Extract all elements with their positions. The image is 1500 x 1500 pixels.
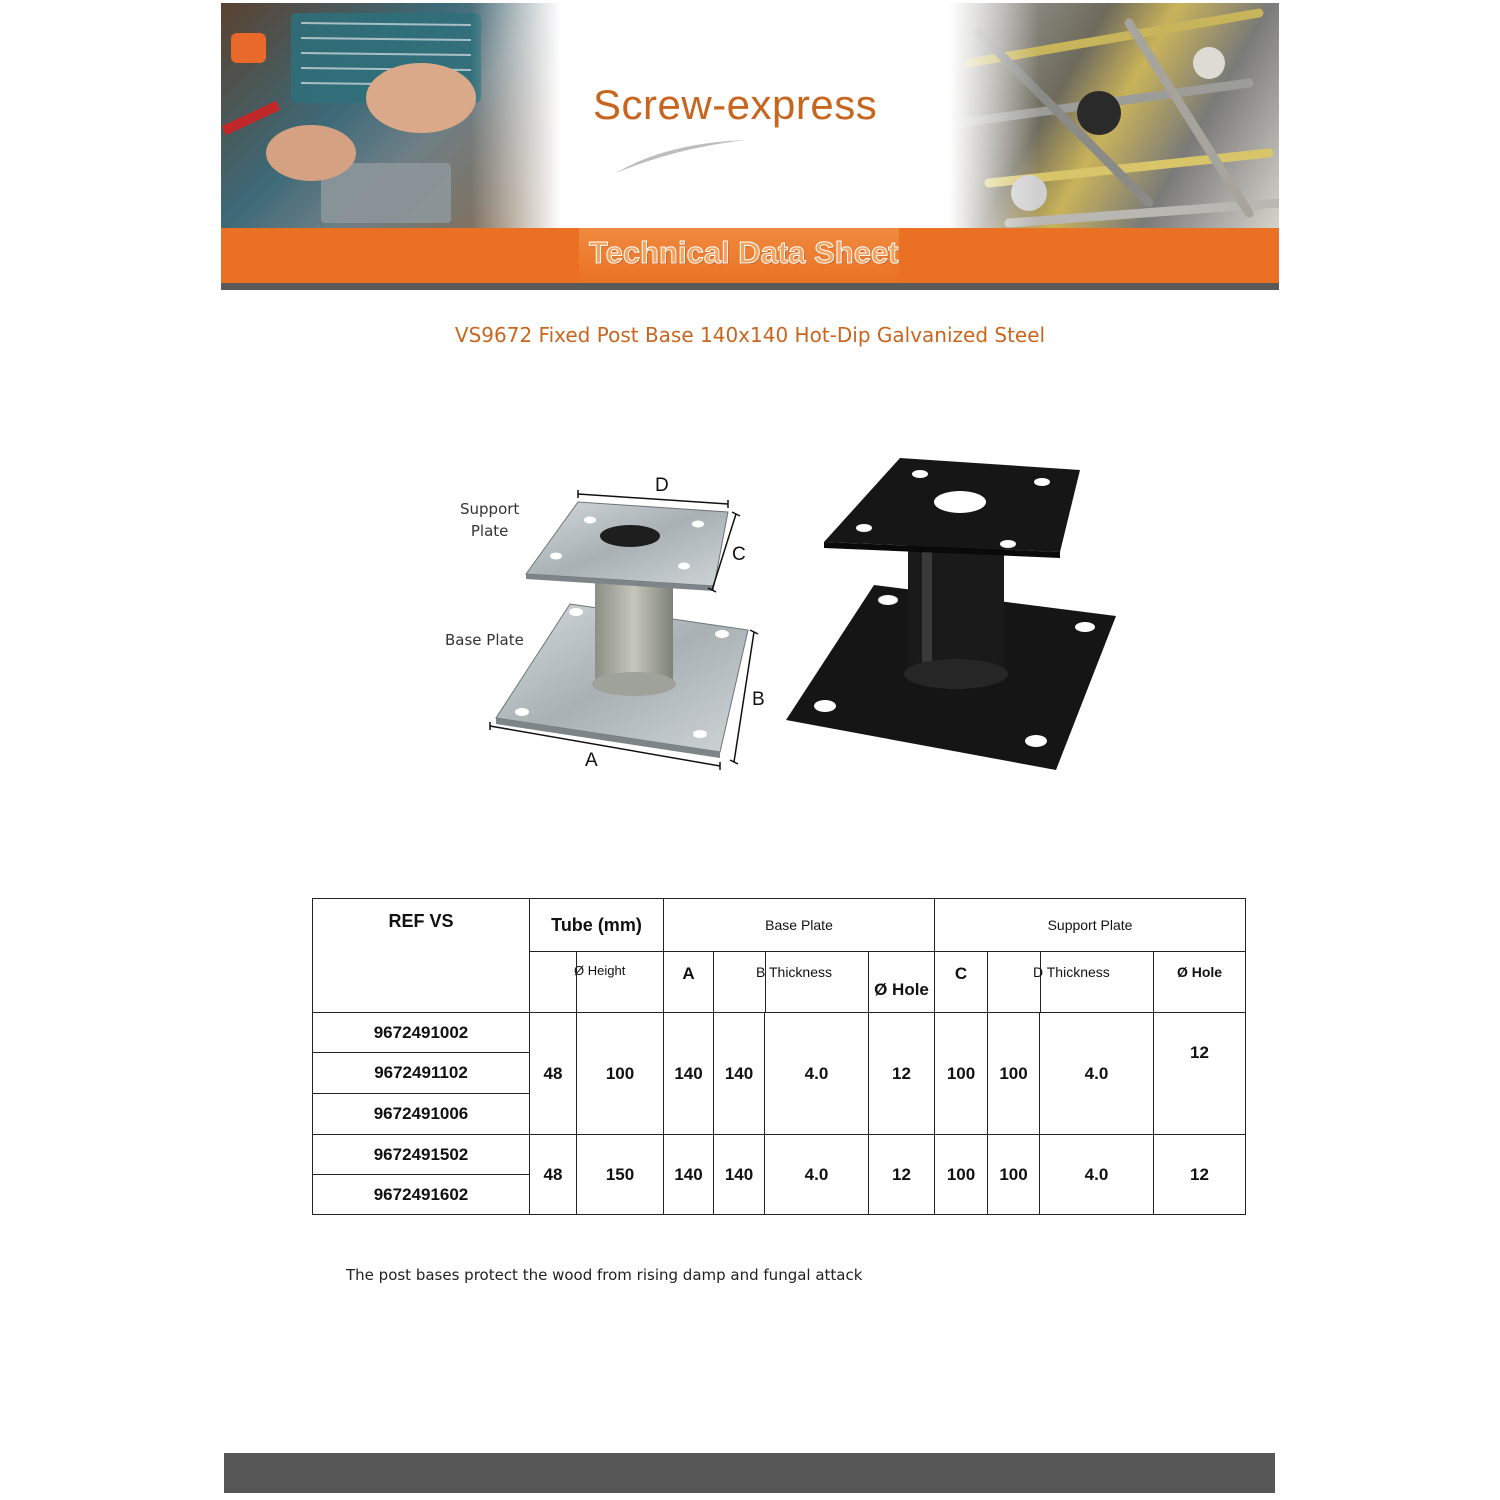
support-hole-cell: 12 <box>1154 1135 1246 1215</box>
header-support-plate: Support Plate <box>935 899 1246 952</box>
tube-dia-cell: 48 <box>530 1135 577 1215</box>
header-base-plate: Base Plate <box>664 899 935 952</box>
brand-swoosh <box>616 138 756 178</box>
a-cell: 140 <box>664 1013 714 1135</box>
support-thickness-cell: 4.0 <box>1040 1135 1154 1215</box>
tube-dia-cell: 48 <box>530 1013 577 1135</box>
table-row <box>313 1135 1246 1175</box>
workshop-photo <box>221 3 561 228</box>
black-post-base <box>786 458 1116 770</box>
base-hole-cell: 12 <box>869 1135 935 1215</box>
height-cell: 100 <box>577 1013 664 1135</box>
subheader-a: A <box>664 952 714 1013</box>
dim-label-b: B <box>752 689 765 710</box>
header-tube: Tube (mm) <box>530 899 664 952</box>
subheader-support-hole: Ø Hole <box>1154 952 1246 1013</box>
base-thickness-cell: 4.0 <box>765 1135 869 1215</box>
header-divider <box>221 283 1279 290</box>
ref-cell: 9672491002 <box>313 1013 530 1053</box>
label-base-plate: Base Plate <box>445 631 524 649</box>
subheader-d-thickness: D Thickness <box>1033 964 1110 980</box>
header-banner <box>221 3 1279 290</box>
post-base-drawing <box>430 440 1150 800</box>
height-cell: 150 <box>577 1135 664 1215</box>
subheader-tube <box>530 952 664 1013</box>
dim-label-c: C <box>732 544 746 565</box>
product-title: VS9672 Fixed Post Base 140x140 Hot-Dip Galvanized Steel <box>454 323 1046 347</box>
header-ref: REF VS <box>313 899 530 1013</box>
galvanized-post-base <box>496 502 748 758</box>
ref-cell: 9672491102 <box>313 1053 530 1094</box>
subheader-c: C <box>935 952 988 1013</box>
base-thickness-cell: 4.0 <box>765 1013 869 1135</box>
dim-label-d: D <box>655 475 669 496</box>
ref-cell: 9672491006 <box>313 1094 530 1135</box>
base-hole-cell: 12 <box>869 1013 935 1135</box>
screws-photo <box>949 3 1279 228</box>
subheader-b-thickness-cell <box>714 952 869 1013</box>
ref-cell: 9672491502 <box>313 1135 530 1175</box>
subheader-base-hole: Ø Hole <box>869 952 935 1013</box>
product-note: The post bases protect the wood from rising damp and fungal attack <box>346 1266 863 1284</box>
spec-table <box>312 898 1246 1215</box>
support-thickness-cell: 4.0 <box>1040 1013 1154 1135</box>
subheader-d-thickness-cell <box>988 952 1154 1013</box>
c-cell: 100 <box>935 1135 988 1215</box>
datasheet-title: Technical Data Sheet <box>589 235 899 270</box>
brand-name: Screw-express <box>593 81 878 128</box>
d-cell: 100 <box>988 1135 1040 1215</box>
label-support-plate-line2: Plate <box>470 522 509 540</box>
subheader-b-thickness: B Thickness <box>756 964 832 980</box>
table-header-row <box>313 899 1246 952</box>
table-row <box>313 1013 1246 1053</box>
product-figure <box>430 440 1150 800</box>
d-cell: 100 <box>988 1013 1040 1135</box>
b-cell: 140 <box>714 1135 765 1215</box>
support-hole-cell: 12 <box>1154 1013 1246 1135</box>
c-cell: 100 <box>935 1013 988 1135</box>
b-cell: 140 <box>714 1013 765 1135</box>
label-support-plate-line1: Support <box>460 500 520 518</box>
footer-bar <box>224 1453 1275 1493</box>
subheader-dia-height: Ø Height <box>574 963 626 978</box>
a-cell: 140 <box>664 1135 714 1215</box>
dim-label-a: A <box>585 750 598 771</box>
ref-cell: 9672491602 <box>313 1175 530 1215</box>
